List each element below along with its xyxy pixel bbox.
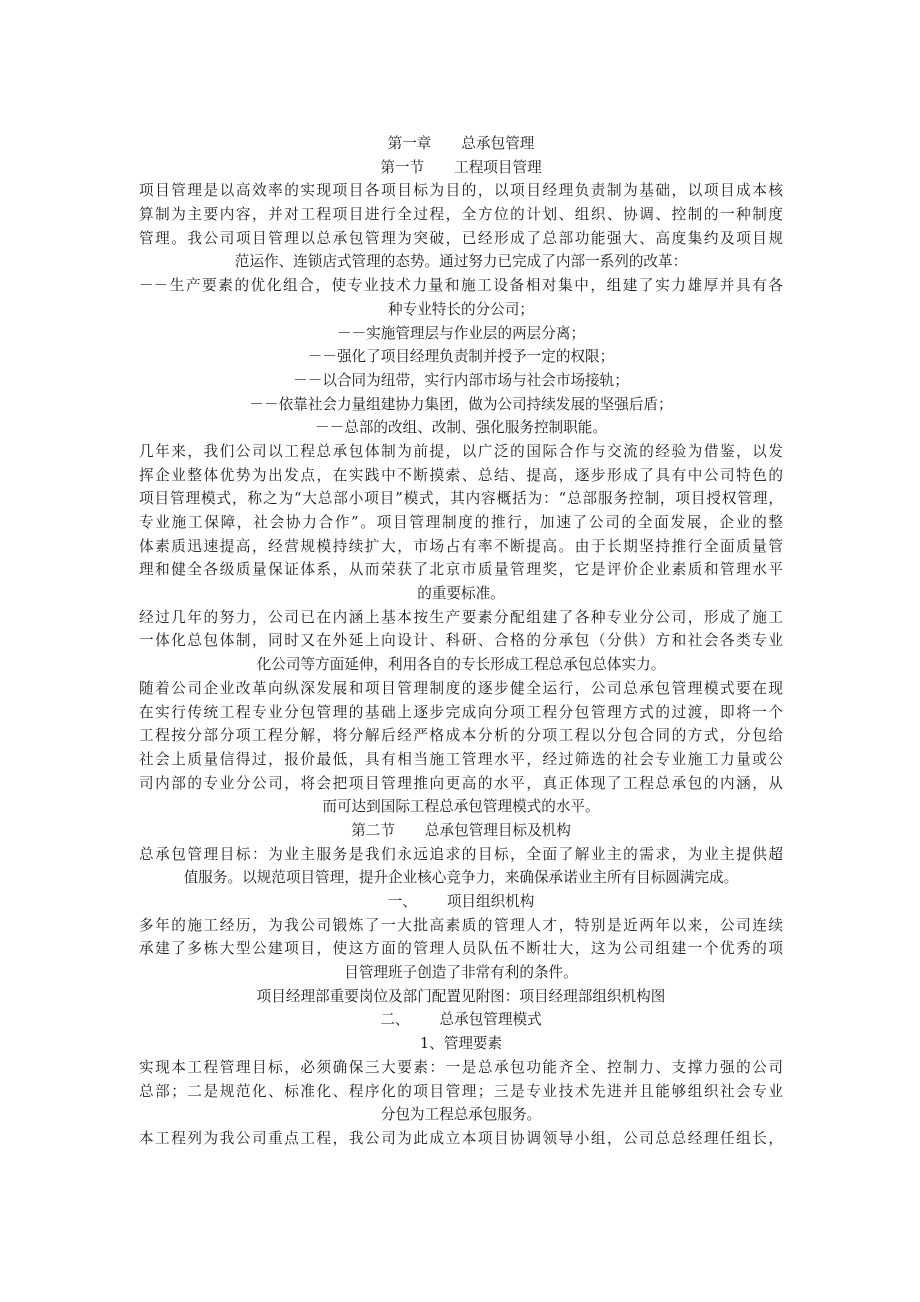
section-heading: 第二节 总承包管理目标及机构 [351, 821, 571, 839]
paragraph-goal: 总承包管理目标：为业主服务是我们永远追求的目标，全面了解业主的需求，为业主提供超 值服务。以规范项目管理，提升企业核心竞争力，来确保承诺业主所有目标圆满完成。 [139, 845, 783, 887]
subsection-heading: 二、 总承包管理模式 [380, 1011, 542, 1029]
list-item: －－强化了项目经理负责制并授予一定的权限； [307, 348, 615, 366]
paragraph-organization: 多年的施工经历，为我公司锻炼了一大批高素质的管理人才，特别是近两年以来，公司连续 承建了多栋大型公建项目，使这方面的管理人员队伍不断壮大，这为公司组建一个优秀的项 目管理班子创造了非常有利的条件。 项目经理部重要岗位及部门配置见附图：项目经理部组织机构图 [139, 916, 783, 1005]
paragraph-efforts: 经过几年的努力，公司已在内涵上基本按生产要素分配组建了各种专业分公司，形成了施工 一体化总包体制，同时又在外延上向设计、科研、合格的分承包（分供）方和社会各类专业 化公司等方面延伸，利用各自的专长形成工程总承包总体实力。 [139, 608, 783, 674]
section-heading: 第一节 工程项目管理 [380, 158, 542, 176]
paragraph-reform: 随着公司企业改革向纵深发展和项目管理制度的逐步健全运行，公司总承包管理模式要在现 在实行传统工程专业分包管理的基础上逐步完成向分项工程分包管理方式的过渡，即将一个 工程按分部分项工程分解，将分解后经严格成本分析的分项工程以分包合同的方式，分包给 社会上质量信得过，报价最低，具有相当施工管理水平，经过筛选的社会专业施工力量或公 司内部的专业分公司，将会把项目管理推向更高的水平，真正体现了工程总承包的内涵，从 而可达到国际工程总承包管理模式的水平。 [139, 679, 783, 816]
list-item: －－实施管理层与作业层的两层分离； [336, 324, 586, 342]
paragraph-intro: 项目管理是以高效率的实现项目各项目标为目的，以项目经理负责制为基础，以项目成本核 算制为主要内容，并对工程项目进行全过程，全方位的计划、组织、协调、控制的一种制度 管理。我公司项目管理以总承包管理为突破，已经形成了总部功能强大、高度集约及项目规 范运作、连锁店式管理的态势。通过努力已完成了内部一系列的改革： [139, 182, 783, 271]
subsection-heading: 一、 项目组织机构 [387, 893, 535, 910]
paragraph-mode: 几年来，我们公司以工程总承包体制为前提，以广泛的国际合作与交流的经验为借鉴，以发 挥企业整体优势为出发点，在实践中不断摸索、总结、提高，逐步形成了具有中公司特色的 项目管理模式，称之为“大总部小项目”模式，其内容概括为：“总部服务控制，项目授权管理， 专业施工保障，社会协力合作”。项目管理制度的推行，加速了公司的全面发展，企业的整 体素质迅速提高，经营规模持续扩大，市场占有率不断提高。由于长期坚持推行全面质量管 理和健全各级质量保证体系，从而荣获了北京市质量管理奖，它是评价企业素质和管理水平 的重要标准。 [139, 442, 783, 603]
list-item: 种专业特长的分公司； [388, 300, 534, 318]
paragraph-elements: 实现本工程管理目标，必须确保三大要素：一是总承包功能齐全、控制力、支撑力强的公司 总部；二是规范化、标准化、程序化的项目管理；三是专业技术先进并且能够组织社会专业 分包为工程总承包服务。 本工程列为我公司重点工程，我公司为此成立本项目协调领导小组，公司总总经理任组长， [139, 1058, 783, 1147]
document-page [139, 132, 783, 1151]
list-item: －－总部的改组、改制、强化服务控制职能。 [315, 419, 607, 437]
chapter-heading: 第一章 总承包管理 [387, 135, 535, 152]
reform-list [139, 274, 783, 440]
list-item: －－生产要素的优化组合，使专业技术力量和施工设备相对集中，组建了实力雄厚并具有各 [139, 277, 783, 295]
list-item: －－以合同为纽带，实行内部市场与社会市场接轨； [293, 371, 629, 389]
list-item: －－依靠社会力量组建协力集团，做为公司持续发展的坚强后盾； [249, 395, 673, 413]
subsubsection-heading: 1、管理要素 [419, 1035, 503, 1053]
